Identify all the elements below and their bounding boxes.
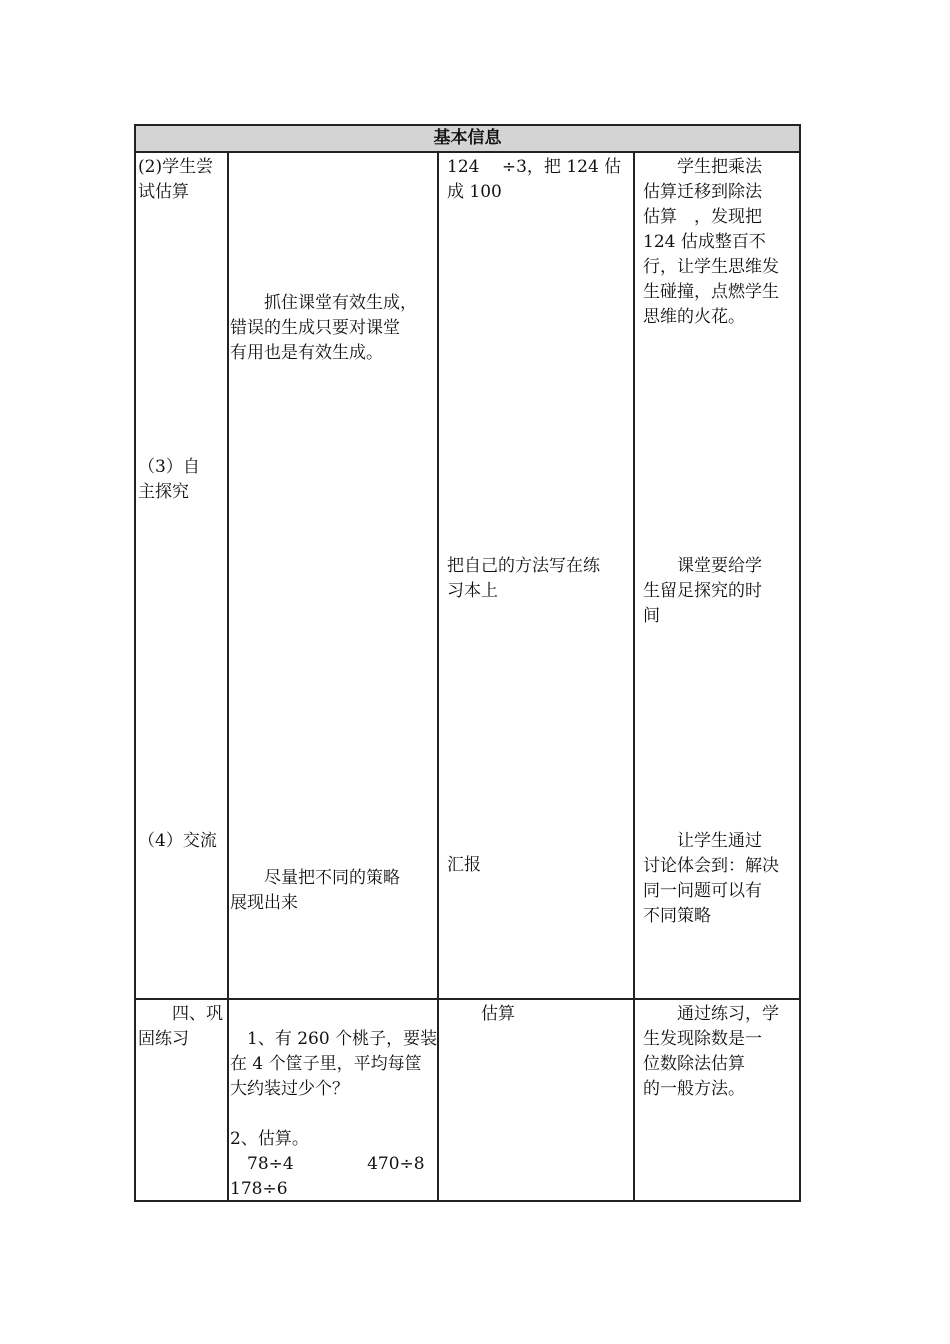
design-note-cell xyxy=(228,152,438,999)
table-row xyxy=(135,152,800,999)
intent-3: 让学生通过 讨论体会到：解决 同一问题可以有 不同策略 xyxy=(643,831,779,926)
lesson-plan-table xyxy=(134,124,801,1202)
table-header: 基本信息 xyxy=(135,125,800,152)
practice-intent: 通过练习，学 生发现除数是一 位数除法估算 的一般方法。 xyxy=(643,1004,779,1099)
design-note-1: 抓住课堂有效生成， 错误的生成只要对课堂 有用也是有效生成。 xyxy=(230,293,417,363)
practice-questions-cell xyxy=(228,999,438,1201)
step-4-label: （4）交流 xyxy=(138,831,217,851)
practice-activity: 估算 xyxy=(447,1004,515,1024)
table-row xyxy=(135,999,800,1201)
student-activity-cell xyxy=(438,152,634,999)
practice-step-cell xyxy=(135,999,228,1201)
activity-2: 把自己的方法写在练 习本上 xyxy=(447,556,600,601)
practice-activity-cell xyxy=(438,999,634,1201)
question-2: 2、估算。 78÷4 470÷8 178÷6 xyxy=(230,1129,425,1199)
practice-label: 四、巩 固练习 xyxy=(138,1004,223,1049)
question-1: 1、有 260 个桃子，要装 在 4 个筐子里，平均每筐 大约装过少个？ xyxy=(230,1029,438,1099)
header-row xyxy=(135,125,800,152)
step-2-label: (2)学生尝 试估算 xyxy=(138,157,214,202)
design-intent-cell xyxy=(634,152,800,999)
design-note-2: 尽量把不同的策略 展现出来 xyxy=(230,868,400,913)
intent-2: 课堂要给学 生留足探究的时 间 xyxy=(643,556,762,626)
intent-1: 学生把乘法 估算迁移到除法 估算 ，发现把 124 估成整百不 行，让学生思维发 生碰撞，点燃学生 思维的火花。 xyxy=(643,157,779,327)
practice-intent-cell xyxy=(634,999,800,1201)
activity-1: 124 ÷3，把 124 估 成 100 xyxy=(447,157,622,202)
step-3-label: （3）自 主探究 xyxy=(138,457,200,502)
activity-3: 汇报 xyxy=(447,855,481,875)
step-cell xyxy=(135,152,228,999)
